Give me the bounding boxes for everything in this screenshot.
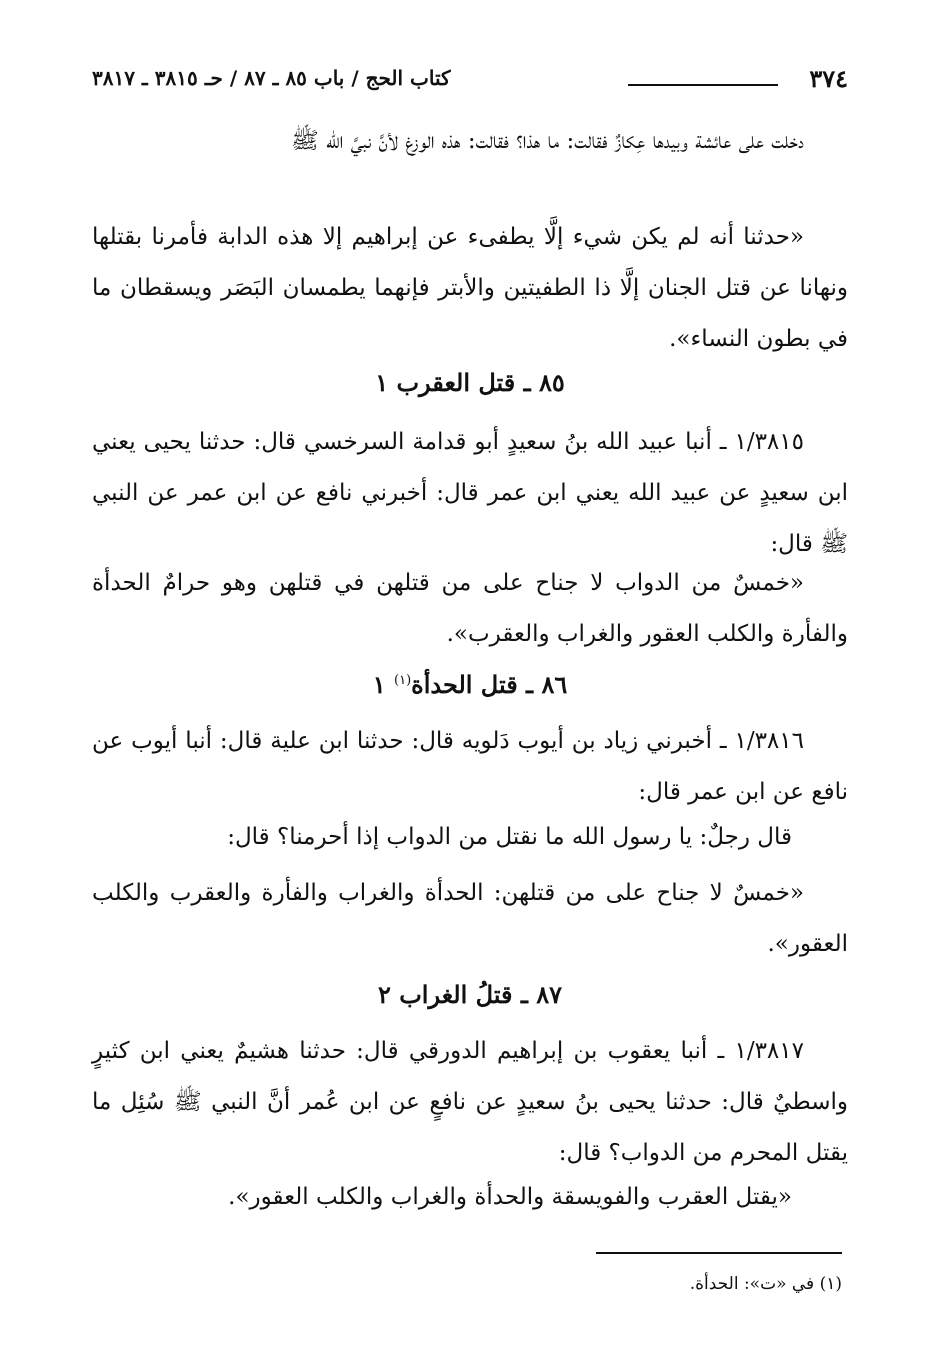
paragraph: «خمسٌ لا جناح على من قتلهن: الحدأة والغراب والفأرة والعقرب والكلب العقور». [92, 880, 848, 957]
continued-text [92, 116, 848, 167]
paragraph: قال رجلٌ: يا رسول الله ما نقتل من الدواب إذا أحرمنا؟ قال: [227, 824, 792, 850]
running-header [92, 62, 848, 100]
section-heading: ٨٧ ـ قتلُ الغراب ٢ [377, 980, 563, 1009]
hadith-3817-text [92, 1172, 848, 1223]
paragraph: دخلت على عائشة وبيدها عِكازٌ فقالت: ما هذا؟ فقالت: هذه الوزغ لأنَّ نبيَّ الله ﷺ [291, 128, 804, 154]
footnote: (١) في «ت»: الحدأة. [689, 1274, 842, 1294]
paragraph: «خمسٌ من الدواب لا جناح على من قتلهن في قتلهن وهو حرامٌ الحدأة والفأرة والكلب العقور والغراب والعقرب». [92, 570, 848, 647]
hadith-3816-text [92, 868, 848, 970]
heading-suffix: ١ [372, 670, 386, 699]
hadith-3817 [92, 1026, 848, 1179]
section-heading: ٨٦ ـ قتل الحدأة$^{(١)}$ ١ [372, 670, 568, 699]
paragraph: «حدثنا أنه لم يكن شيء إلَّا يطفىء عن إبراهيم إلا هذه الدابة فأمرنا بقتلها ونهانا عن قتل الجنان إلَّا ذا الطفيتين والأبتر فإنهما يطمسان البَصَر ويسقطان ما في بطون النساء». [92, 224, 848, 352]
running-title: كتاب الحج / باب ٨٥ ـ ٨٧ / حـ ٣٨١٥ ـ ٣٨١٧ [92, 66, 451, 90]
hadith-3815-text [92, 558, 848, 660]
section-heading: ٨٥ ـ قتل العقرب ١ [375, 368, 565, 397]
footnote-rule [596, 1252, 842, 1254]
paragraph: ١/٣٨١٥ ـ أنبا عبيد الله بنُ سعيدٍ أبو قدامة السرخسي قال: حدثنا يحيى يعني ابن سعيدٍ عن عبيد الله يعني ابن عمر قال: أخبرني نافع عن ابن عمر عن النبي ﷺ قال: [92, 429, 848, 557]
paragraph: «يقتل العقرب والفويسقة والحدأة والغراب والكلب العقور». [228, 1184, 792, 1210]
header-rule [628, 84, 778, 86]
hadith-3816-question [92, 812, 848, 863]
continued-quote [92, 212, 848, 365]
paragraph: ١/٣٨١٧ ـ أنبا يعقوب بن إبراهيم الدورقي قال: حدثنا هشيمٌ يعني ابن كثيرٍ واسطيٌ قال: حدثنا يحيى بنُ سعيدٍ عن نافعٍ عن ابن عُمر أنَّ النبي ﷺ سُئِل ما يقتل المحرم من الدواب؟ قال: [92, 1038, 848, 1166]
paragraph: ١/٣٨١٦ ـ أخبرني زياد بن أيوب دَلويه قال: حدثنا ابن علية قال: أنبا أيوب عن نافع عن ابن عمر قال: [92, 728, 848, 805]
page-number: ٣٧٤ [809, 64, 848, 93]
hadith-3816 [92, 716, 848, 818]
footnote-mark: (١) [394, 673, 412, 688]
hadith-3815 [92, 417, 848, 570]
